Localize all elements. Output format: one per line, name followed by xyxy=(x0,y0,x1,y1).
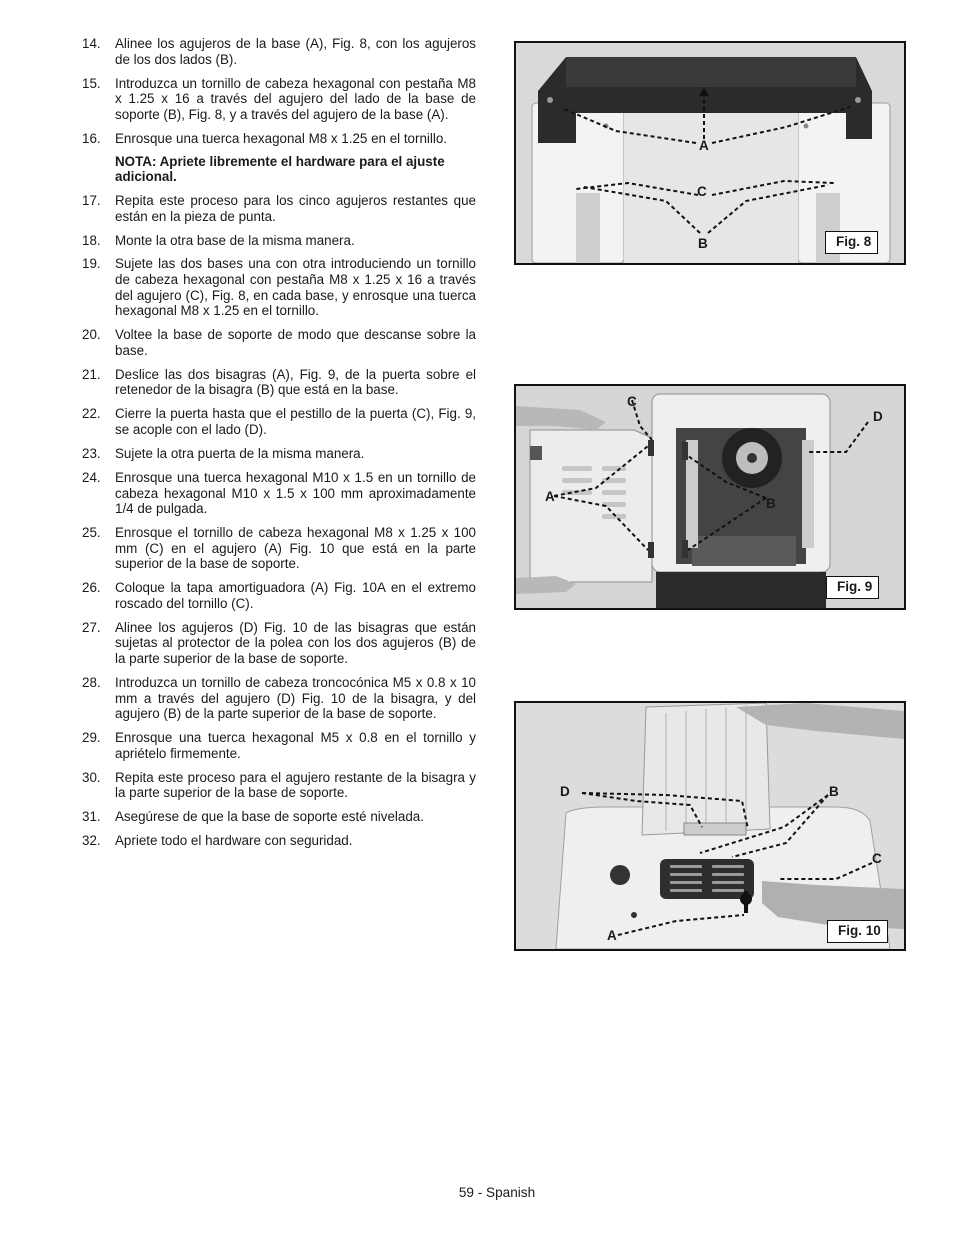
step-26 xyxy=(82,580,476,611)
figure-10-illustration xyxy=(516,703,904,949)
fig9-label: Fig. 9 xyxy=(826,576,879,599)
step-number: 20. xyxy=(82,327,101,343)
figure-8 xyxy=(514,41,906,265)
fig8-callout-c: C xyxy=(697,184,707,199)
figure-9-illustration xyxy=(516,386,904,608)
step-15 xyxy=(82,76,476,123)
step-number: 24. xyxy=(82,469,101,485)
figure-9 xyxy=(514,384,906,610)
fig10-callout-c: C xyxy=(872,851,882,866)
step-number: 32. xyxy=(82,833,101,849)
step-text: Enrosque una tuerca hexagonal M10 x 1.5 en un tornillo de cabeza hexagonal M10 x 1.5 x 100 mm aproximadamente 1/4 de pulgada. xyxy=(115,469,476,517)
step-text: Apriete todo el hardware con seguridad. xyxy=(115,833,353,849)
fig10-callout-b: B xyxy=(829,784,839,799)
fig8-callout-a: A xyxy=(699,138,709,153)
step-text: Asegúrese de que la base de soporte esté nivelada. xyxy=(115,809,424,825)
step-23 xyxy=(82,446,476,462)
step-text: Deslice las dos bisagras (A), Fig. 9, de la puerta sobre el retenedor de la bisagra (B) que está en la base. xyxy=(115,366,476,398)
step-18 xyxy=(82,233,476,249)
step-text: Introduzca un tornillo de cabeza troncocónica M5 x 0.8 x 10 mm a través del agujero (D) Fig. 10 de la bisagra, y del agujero (B) de la parte superior de la base de soporte. xyxy=(115,675,476,722)
step-number: 15. xyxy=(82,75,101,91)
page-footer: 59 - Spanish xyxy=(458,1185,536,1200)
step-text: Enrosque el tornillo de cabeza hexagonal M8 x 1.25 x 100 mm (C) en el agujero (A) Fig. 10 que está en la parte superior de la base de soporte. xyxy=(115,525,476,572)
step-number: 30. xyxy=(82,769,101,785)
step-number: 19. xyxy=(82,256,101,272)
fig9-callout-b: B xyxy=(766,496,776,511)
step-text: Repita este proceso para los cinco agujeros restantes que están en la pieza de punta. xyxy=(115,192,476,224)
step-text: Voltee la base de soporte de modo que descanse sobre la base. xyxy=(115,327,476,358)
step-text: Cierre la puerta hasta que el pestillo de la puerta (C), Fig. 9, se acople con el lado (D). xyxy=(115,406,476,437)
fig9-callout-c: C xyxy=(627,394,637,409)
step-text: Monte la otra base de la misma manera. xyxy=(115,232,355,248)
step-31 xyxy=(82,809,476,825)
step-number: 17. xyxy=(82,192,101,208)
step-number: 25. xyxy=(82,525,101,541)
step-text: Coloque la tapa amortiguadora (A) Fig. 10A en el extremo roscado del tornillo (C). xyxy=(115,580,476,611)
step-number: 22. xyxy=(82,406,101,422)
step-number: 28. xyxy=(82,675,101,691)
fig8-callout-b: B xyxy=(698,236,708,251)
step-text: Enrosque una tuerca hexagonal M5 x 0.8 en el tornillo y apriételo firmemente. xyxy=(115,730,476,761)
step-32 xyxy=(82,833,476,849)
step-21 xyxy=(82,367,476,398)
fig10-label: Fig. 10 xyxy=(827,920,888,943)
step-30 xyxy=(82,770,476,801)
step-25 xyxy=(82,525,476,572)
fig10-callout-d: D xyxy=(560,784,570,799)
step-24 xyxy=(82,470,476,517)
step-number: 26. xyxy=(82,580,101,596)
step-number: 23. xyxy=(82,445,101,461)
step-number: 16. xyxy=(82,130,101,146)
fig9-callout-a: A xyxy=(545,489,555,504)
step-16 xyxy=(82,131,476,147)
step-text: Alinee los agujeros de la base (A), Fig. 8, con los agujeros de los dos lados (B). xyxy=(115,36,476,67)
step-text: Sujete la otra puerta de la misma manera. xyxy=(115,445,365,461)
step-text: Alinee los agujeros (D) Fig. 10 de las bisagras que están sujetas al protector de la polea con los dos agujeros (B) de la parte superior de la base de soporte. xyxy=(115,619,476,667)
step-17 xyxy=(82,193,476,224)
step-text: Enrosque una tuerca hexagonal M8 x 1.25 en el tornillo. xyxy=(115,130,448,146)
step-text: Repita este proceso para el agujero restante de la bisagra y la parte superior de la base de soporte. xyxy=(115,769,476,801)
step-22 xyxy=(82,406,476,437)
instruction-list xyxy=(82,36,476,857)
step-28 xyxy=(82,675,476,722)
step-27 xyxy=(82,620,476,667)
fig8-label: Fig. 8 xyxy=(825,231,878,254)
step-number: 18. xyxy=(82,232,101,248)
step-number: 27. xyxy=(82,619,101,635)
note-text: NOTA: Apriete libremente el hardware para el ajuste adicional. xyxy=(115,153,445,185)
step-number: 31. xyxy=(82,809,101,825)
step-text: Sujete las dos bases una con otra introduciendo un tornillo de cabeza hexagonal con pestaña M8 x 1.25 x 16 a través del agujero (C), Fig. 8, en cada base, y enrosque una tuerca hexagonal M8 x 1.25 en el tornillo. xyxy=(115,256,476,319)
step-20 xyxy=(82,327,476,358)
step-19 xyxy=(82,256,476,318)
step-text: Introduzca un tornillo de cabeza hexagonal con pestaña M8 x 1.25 x 16 a través del agujero del lado de la base de soporte (B), Fig. 8, y a través del agujero de la base (A). xyxy=(115,75,476,122)
step-number: 14. xyxy=(82,36,101,51)
step-29 xyxy=(82,730,476,761)
step-number: 29. xyxy=(82,730,101,746)
fig9-callout-d: D xyxy=(873,409,883,424)
figure-8-illustration xyxy=(516,43,904,263)
step-14 xyxy=(82,36,476,67)
figure-10 xyxy=(514,701,906,951)
fig10-callout-a: A xyxy=(607,928,617,943)
step-number: 21. xyxy=(82,366,101,382)
